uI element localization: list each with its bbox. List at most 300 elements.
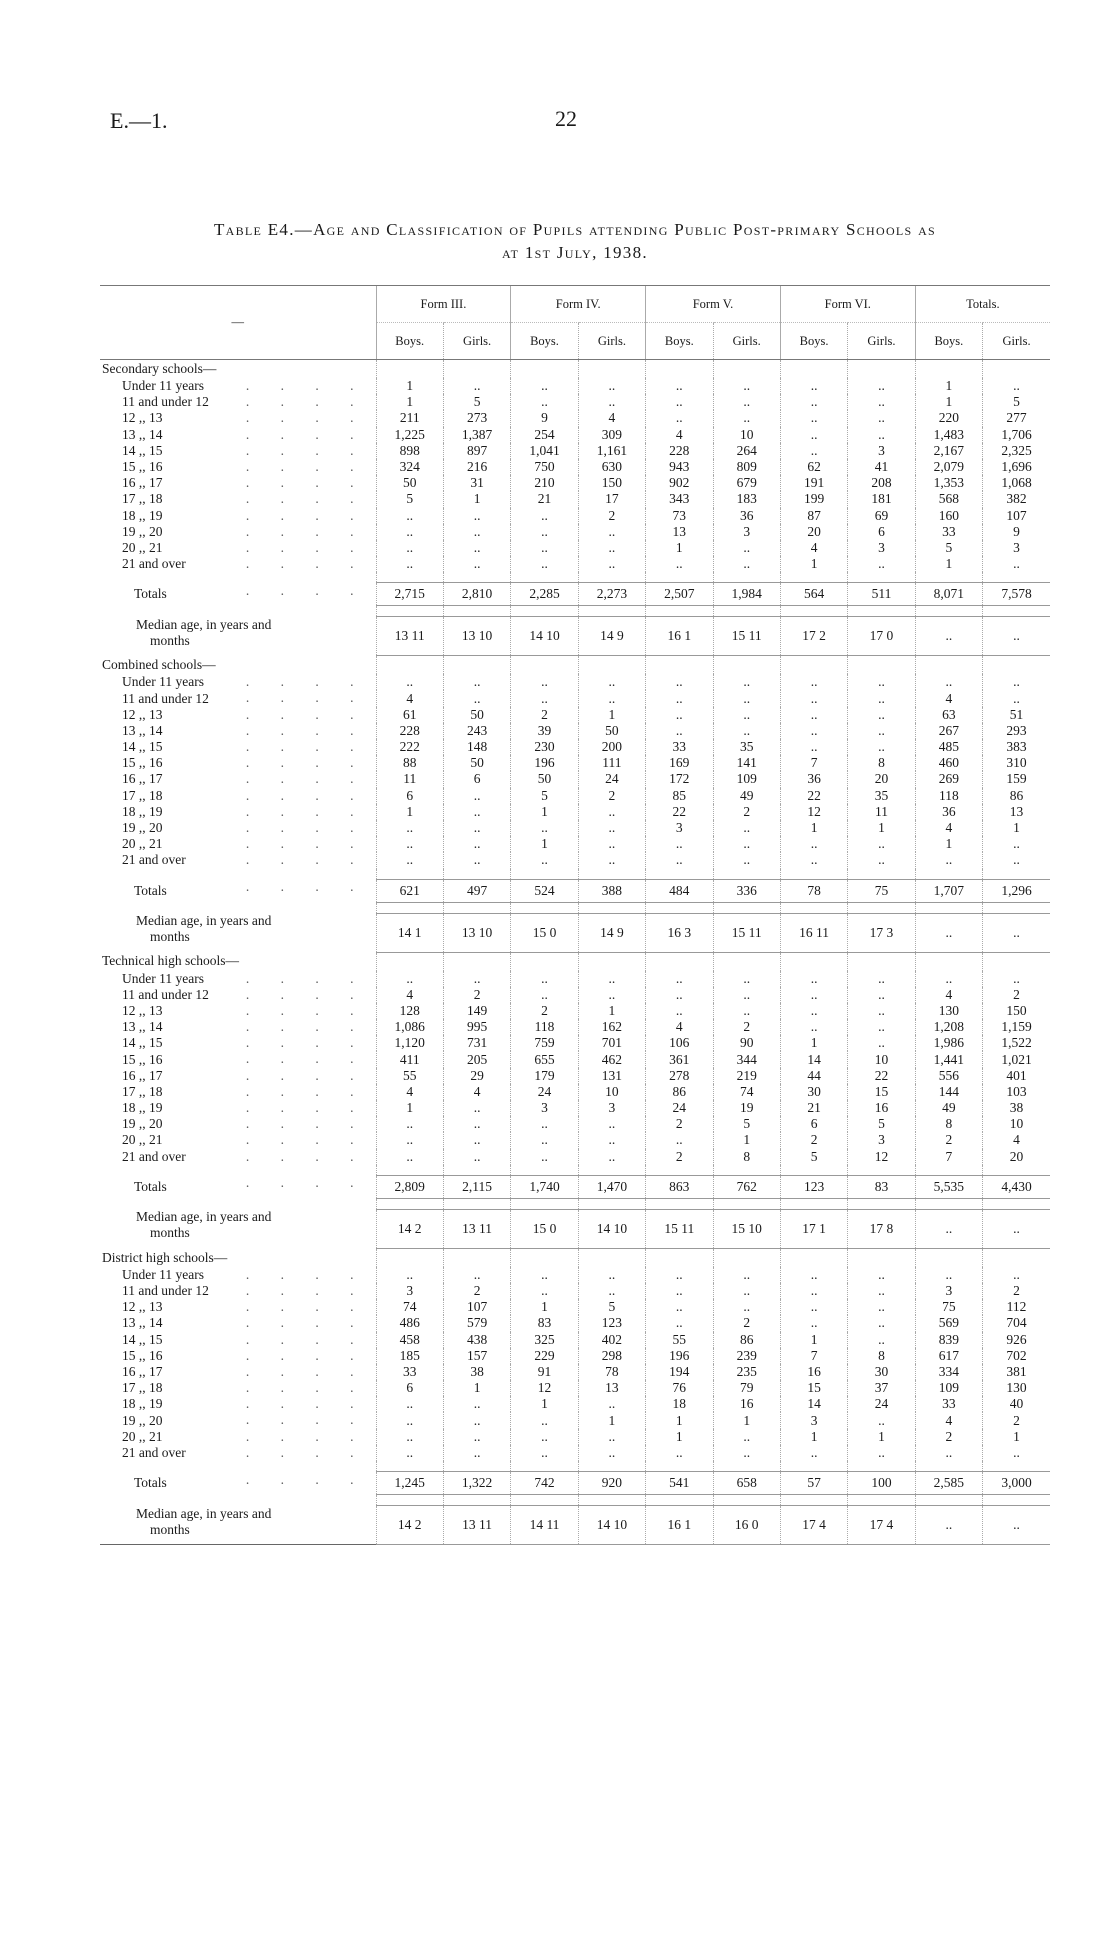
value-cell: 1,387 bbox=[443, 427, 510, 443]
empty-cell bbox=[780, 1495, 847, 1506]
leader-dots: . . . . bbox=[245, 1035, 368, 1051]
value-cell: 17 0 bbox=[848, 617, 915, 656]
value-cell: 702 bbox=[983, 1348, 1050, 1364]
value-cell: 1 bbox=[983, 820, 1050, 836]
section-heading-row bbox=[100, 360, 1050, 379]
value-cell: 3 bbox=[780, 1412, 847, 1428]
empty-cell bbox=[376, 1248, 443, 1267]
value-cell: 1 bbox=[376, 378, 443, 394]
leader-dots: . . . . bbox=[245, 1299, 368, 1315]
empty-cell bbox=[983, 606, 1050, 617]
value-cell: 87 bbox=[780, 508, 847, 524]
median-age-row bbox=[100, 617, 1050, 656]
age-row bbox=[100, 1019, 1050, 1035]
value-cell: .. bbox=[646, 410, 713, 426]
value-cell: 118 bbox=[511, 1019, 578, 1035]
value-cell: 107 bbox=[443, 1299, 510, 1315]
leader-dots: . . . . bbox=[245, 1132, 368, 1148]
age-row bbox=[100, 1299, 1050, 1315]
leader-dots: . . . . bbox=[245, 970, 368, 986]
age-row bbox=[100, 1445, 1050, 1461]
empty-cell bbox=[646, 1248, 713, 1267]
value-cell: .. bbox=[578, 674, 645, 690]
empty-cell bbox=[646, 952, 713, 971]
value-cell: .. bbox=[443, 971, 510, 987]
value-cell: 704 bbox=[983, 1315, 1050, 1331]
empty-cell bbox=[578, 1165, 645, 1176]
age-row-label-cell bbox=[100, 739, 376, 755]
value-cell: 181 bbox=[848, 491, 915, 507]
value-cell: .. bbox=[578, 1132, 645, 1148]
totals-label-cell bbox=[100, 879, 376, 902]
value-cell: .. bbox=[780, 1299, 847, 1315]
value-cell: 141 bbox=[713, 755, 780, 771]
section-heading: Secondary schools— bbox=[102, 361, 217, 376]
age-row bbox=[100, 1396, 1050, 1412]
totals-row bbox=[100, 583, 1050, 606]
value-cell: 1,159 bbox=[983, 1019, 1050, 1035]
value-cell: .. bbox=[713, 556, 780, 572]
empty-cell bbox=[915, 572, 982, 583]
value-cell: 130 bbox=[983, 1380, 1050, 1396]
spacer bbox=[100, 1198, 376, 1209]
age-row-label-cell bbox=[100, 443, 376, 459]
empty-cell bbox=[443, 1461, 510, 1472]
value-cell: 222 bbox=[376, 739, 443, 755]
value-cell: 69 bbox=[848, 508, 915, 524]
value-cell: 50 bbox=[443, 755, 510, 771]
value-cell: .. bbox=[848, 1035, 915, 1051]
leader-dots: . . . . bbox=[245, 722, 368, 738]
age-row bbox=[100, 1149, 1050, 1165]
median-age-row bbox=[100, 1506, 1050, 1545]
value-cell: .. bbox=[848, 1332, 915, 1348]
value-cell: .. bbox=[713, 1299, 780, 1315]
value-cell: 51 bbox=[983, 707, 1050, 723]
empty-cell bbox=[713, 606, 780, 617]
value-cell: 497 bbox=[443, 879, 510, 902]
age-row bbox=[100, 1068, 1050, 1084]
value-cell: 5 bbox=[511, 788, 578, 804]
value-cell: 75 bbox=[848, 879, 915, 902]
value-cell: 50 bbox=[578, 723, 645, 739]
leader-dots: . . . . bbox=[245, 819, 368, 835]
value-cell: 325 bbox=[511, 1332, 578, 1348]
value-cell: 264 bbox=[713, 443, 780, 459]
value-cell: 15 bbox=[848, 1084, 915, 1100]
value-cell: .. bbox=[848, 987, 915, 1003]
leader-dots: . . . . bbox=[245, 803, 368, 819]
sex-header: Girls. bbox=[443, 323, 510, 360]
age-row-label-cell bbox=[100, 475, 376, 491]
value-cell: 88 bbox=[376, 755, 443, 771]
value-cell: 10 bbox=[983, 1116, 1050, 1132]
age-row bbox=[100, 427, 1050, 443]
value-cell: .. bbox=[713, 836, 780, 852]
value-cell: 17 1 bbox=[780, 1209, 847, 1248]
empty-cell bbox=[780, 1248, 847, 1267]
value-cell: .. bbox=[915, 1209, 982, 1248]
value-cell: .. bbox=[915, 1267, 982, 1283]
age-label: 20 ,, 21 bbox=[122, 539, 163, 555]
value-cell: 194 bbox=[646, 1364, 713, 1380]
value-cell: 17 3 bbox=[848, 913, 915, 952]
value-cell: 1,021 bbox=[983, 1051, 1050, 1067]
header-row-forms bbox=[100, 286, 1050, 323]
empty-cell bbox=[578, 656, 645, 675]
age-row-label-cell bbox=[100, 1116, 376, 1132]
age-row bbox=[100, 707, 1050, 723]
value-cell: 16 11 bbox=[780, 913, 847, 952]
value-cell: 148 bbox=[443, 739, 510, 755]
value-cell: 5,535 bbox=[915, 1175, 982, 1198]
value-cell: .. bbox=[443, 1396, 510, 1412]
age-row bbox=[100, 852, 1050, 868]
value-cell: .. bbox=[578, 1445, 645, 1461]
table-title-line-2: at 1st July, 1938. bbox=[502, 243, 648, 262]
value-cell: .. bbox=[376, 1429, 443, 1445]
empty-cell bbox=[376, 952, 443, 971]
value-cell: .. bbox=[780, 410, 847, 426]
value-cell: 228 bbox=[376, 723, 443, 739]
value-cell: .. bbox=[646, 378, 713, 394]
value-cell: 75 bbox=[915, 1299, 982, 1315]
empty-cell bbox=[983, 1248, 1050, 1267]
value-cell: .. bbox=[713, 410, 780, 426]
value-cell: .. bbox=[578, 804, 645, 820]
totals-label-cell bbox=[100, 1175, 376, 1198]
value-cell: .. bbox=[848, 394, 915, 410]
value-cell: .. bbox=[578, 540, 645, 556]
value-cell: 2,809 bbox=[376, 1175, 443, 1198]
value-cell: 1,470 bbox=[578, 1175, 645, 1198]
value-cell: 36 bbox=[780, 771, 847, 787]
value-cell: 1 bbox=[578, 1003, 645, 1019]
value-cell: .. bbox=[780, 852, 847, 868]
value-cell: 11 bbox=[848, 804, 915, 820]
age-label: 13 ,, 14 bbox=[122, 1019, 163, 1035]
age-label: 16 ,, 17 bbox=[122, 1067, 163, 1083]
value-cell: .. bbox=[443, 836, 510, 852]
value-cell: .. bbox=[376, 1445, 443, 1461]
age-row bbox=[100, 1116, 1050, 1132]
value-cell: 12 bbox=[780, 804, 847, 820]
value-cell: .. bbox=[848, 1445, 915, 1461]
value-cell: 898 bbox=[376, 443, 443, 459]
leader-dots: . . . . bbox=[245, 394, 368, 410]
value-cell: 160 bbox=[915, 508, 982, 524]
value-cell: .. bbox=[511, 524, 578, 540]
value-cell: 1 bbox=[511, 804, 578, 820]
value-cell: 1 bbox=[848, 820, 915, 836]
value-cell: 4 bbox=[376, 987, 443, 1003]
empty-cell bbox=[578, 1495, 645, 1506]
empty-cell bbox=[511, 1461, 578, 1472]
value-cell: 33 bbox=[646, 739, 713, 755]
value-cell: 920 bbox=[578, 1472, 645, 1495]
value-cell: 1,696 bbox=[983, 459, 1050, 475]
value-cell: 83 bbox=[848, 1175, 915, 1198]
value-cell: 458 bbox=[376, 1332, 443, 1348]
value-cell: .. bbox=[848, 971, 915, 987]
value-cell: 7 bbox=[780, 755, 847, 771]
value-cell: 235 bbox=[713, 1364, 780, 1380]
leader-dots: . . . . bbox=[245, 458, 368, 474]
value-cell: 55 bbox=[646, 1332, 713, 1348]
value-cell: .. bbox=[443, 1100, 510, 1116]
empty-cell bbox=[376, 902, 443, 913]
median-label-cell bbox=[100, 1506, 376, 1545]
empty-cell bbox=[443, 572, 510, 583]
form-header: Form III. bbox=[376, 286, 511, 323]
empty-cell bbox=[376, 1165, 443, 1176]
value-cell: .. bbox=[848, 1019, 915, 1035]
value-cell: 14 1 bbox=[376, 913, 443, 952]
value-cell: 50 bbox=[443, 707, 510, 723]
value-cell: .. bbox=[578, 1283, 645, 1299]
value-cell: .. bbox=[983, 852, 1050, 868]
value-cell: .. bbox=[376, 852, 443, 868]
value-cell: 13 10 bbox=[443, 913, 510, 952]
empty-cell bbox=[646, 572, 713, 583]
sex-header: Boys. bbox=[780, 323, 847, 360]
value-cell: 40 bbox=[983, 1396, 1050, 1412]
value-cell: 8 bbox=[848, 755, 915, 771]
value-cell: .. bbox=[376, 1132, 443, 1148]
value-cell: 1 bbox=[780, 556, 847, 572]
value-cell: 2,585 bbox=[915, 1472, 982, 1495]
value-cell: .. bbox=[780, 1315, 847, 1331]
value-cell: .. bbox=[646, 1445, 713, 1461]
age-row-label-cell bbox=[100, 707, 376, 723]
value-cell: 16 1 bbox=[646, 617, 713, 656]
value-cell: 14 9 bbox=[578, 913, 645, 952]
value-cell: 6 bbox=[443, 771, 510, 787]
age-label: 20 ,, 21 bbox=[122, 1132, 163, 1148]
age-row-label-cell bbox=[100, 820, 376, 836]
value-cell: 18 bbox=[646, 1396, 713, 1412]
value-cell: 17 2 bbox=[780, 617, 847, 656]
age-label: 15 ,, 16 bbox=[122, 459, 163, 475]
value-cell: .. bbox=[713, 394, 780, 410]
value-cell: 3 bbox=[848, 540, 915, 556]
value-cell: 485 bbox=[915, 739, 982, 755]
age-row-label-cell bbox=[100, 459, 376, 475]
value-cell: 1,353 bbox=[915, 475, 982, 491]
value-cell: 2 bbox=[983, 987, 1050, 1003]
value-cell: .. bbox=[578, 1149, 645, 1165]
value-cell: 3 bbox=[915, 1283, 982, 1299]
value-cell: 863 bbox=[646, 1175, 713, 1198]
value-cell: 2 bbox=[915, 1132, 982, 1148]
age-row bbox=[100, 723, 1050, 739]
value-cell: 4 bbox=[646, 1019, 713, 1035]
age-label: 19 ,, 20 bbox=[122, 523, 163, 539]
value-cell: .. bbox=[511, 1267, 578, 1283]
totals-label-cell bbox=[100, 1472, 376, 1495]
age-row bbox=[100, 394, 1050, 410]
value-cell: 14 bbox=[780, 1396, 847, 1412]
empty-cell bbox=[646, 656, 713, 675]
empty-cell bbox=[511, 1165, 578, 1176]
sex-header: Boys. bbox=[915, 323, 982, 360]
value-cell: 200 bbox=[578, 739, 645, 755]
value-cell: 1,522 bbox=[983, 1035, 1050, 1051]
value-cell: 382 bbox=[983, 491, 1050, 507]
age-row bbox=[100, 674, 1050, 690]
empty-cell bbox=[443, 606, 510, 617]
value-cell: .. bbox=[915, 617, 982, 656]
value-cell: 24 bbox=[578, 771, 645, 787]
value-cell: 402 bbox=[578, 1332, 645, 1348]
age-row bbox=[100, 491, 1050, 507]
empty-cell bbox=[915, 606, 982, 617]
table-title bbox=[100, 218, 1050, 264]
median-age-row bbox=[100, 1209, 1050, 1248]
value-cell: 381 bbox=[983, 1364, 1050, 1380]
value-cell: .. bbox=[646, 690, 713, 706]
value-cell: 112 bbox=[983, 1299, 1050, 1315]
age-label: 12 ,, 13 bbox=[122, 410, 163, 426]
value-cell: 438 bbox=[443, 1332, 510, 1348]
value-cell: 14 10 bbox=[511, 617, 578, 656]
value-cell: 73 bbox=[646, 508, 713, 524]
value-cell: 1 bbox=[578, 1412, 645, 1428]
empty-cell bbox=[780, 1165, 847, 1176]
value-cell: 334 bbox=[915, 1364, 982, 1380]
empty-cell bbox=[376, 869, 443, 880]
value-cell: 183 bbox=[713, 491, 780, 507]
value-cell: 1 bbox=[443, 491, 510, 507]
value-cell: .. bbox=[780, 1283, 847, 1299]
value-cell: 2,167 bbox=[915, 443, 982, 459]
value-cell: .. bbox=[376, 508, 443, 524]
value-cell: .. bbox=[848, 1412, 915, 1428]
value-cell: 3 bbox=[376, 1283, 443, 1299]
value-cell: 90 bbox=[713, 1035, 780, 1051]
value-cell: 401 bbox=[983, 1068, 1050, 1084]
value-cell: .. bbox=[443, 1412, 510, 1428]
value-cell: 278 bbox=[646, 1068, 713, 1084]
value-cell: 1,245 bbox=[376, 1472, 443, 1495]
value-cell: 995 bbox=[443, 1019, 510, 1035]
form-header: Totals. bbox=[915, 286, 1050, 323]
value-cell: 5 bbox=[713, 1116, 780, 1132]
value-cell: 2 bbox=[511, 707, 578, 723]
value-cell: 30 bbox=[848, 1364, 915, 1380]
value-cell: 13 11 bbox=[376, 617, 443, 656]
age-row-label-cell bbox=[100, 1100, 376, 1116]
value-cell: .. bbox=[376, 524, 443, 540]
age-label: 12 ,, 13 bbox=[122, 1299, 163, 1315]
value-cell: 20 bbox=[848, 771, 915, 787]
value-cell: 30 bbox=[780, 1084, 847, 1100]
value-cell: .. bbox=[646, 971, 713, 987]
value-cell: 37 bbox=[848, 1380, 915, 1396]
value-cell: 14 9 bbox=[578, 617, 645, 656]
value-cell: 49 bbox=[713, 788, 780, 804]
value-cell: 20 bbox=[780, 524, 847, 540]
value-cell: 1 bbox=[915, 378, 982, 394]
value-cell: 5 bbox=[983, 394, 1050, 410]
section-heading: Combined schools— bbox=[102, 657, 216, 672]
empty-cell bbox=[780, 606, 847, 617]
empty-cell bbox=[780, 360, 847, 379]
value-cell: .. bbox=[848, 1283, 915, 1299]
empty-cell bbox=[848, 606, 915, 617]
value-cell: 2,715 bbox=[376, 583, 443, 606]
value-cell: .. bbox=[646, 836, 713, 852]
empty-cell bbox=[780, 952, 847, 971]
value-cell: 277 bbox=[983, 410, 1050, 426]
age-row bbox=[100, 540, 1050, 556]
age-label: Under 11 years bbox=[122, 378, 204, 394]
value-cell: 310 bbox=[983, 755, 1050, 771]
value-cell: 701 bbox=[578, 1035, 645, 1051]
value-cell: .. bbox=[646, 852, 713, 868]
leader-dots: . . . . bbox=[245, 1051, 368, 1067]
value-cell: 14 bbox=[780, 1051, 847, 1067]
empty-cell bbox=[713, 902, 780, 913]
value-cell: .. bbox=[848, 556, 915, 572]
spacer-row bbox=[100, 1198, 1050, 1209]
empty-cell bbox=[646, 360, 713, 379]
value-cell: .. bbox=[713, 540, 780, 556]
value-cell: .. bbox=[713, 723, 780, 739]
value-cell: .. bbox=[915, 852, 982, 868]
value-cell: .. bbox=[578, 1267, 645, 1283]
value-cell: 3 bbox=[578, 1100, 645, 1116]
value-cell: 809 bbox=[713, 459, 780, 475]
value-cell: .. bbox=[915, 1506, 982, 1545]
value-cell: 44 bbox=[780, 1068, 847, 1084]
value-cell: 2 bbox=[443, 987, 510, 1003]
empty-cell bbox=[511, 1198, 578, 1209]
value-cell: 17 bbox=[578, 491, 645, 507]
value-cell: .. bbox=[376, 1412, 443, 1428]
age-label: 19 ,, 20 bbox=[122, 1412, 163, 1428]
median-label bbox=[102, 1209, 336, 1241]
value-cell: 902 bbox=[646, 475, 713, 491]
value-cell: .. bbox=[511, 852, 578, 868]
value-cell: .. bbox=[848, 410, 915, 426]
leader-dots: . . . . bbox=[245, 1002, 368, 1018]
empty-cell bbox=[646, 869, 713, 880]
value-cell: .. bbox=[578, 852, 645, 868]
leader-dots: . . . . bbox=[245, 1315, 368, 1331]
value-cell: 4 bbox=[376, 1084, 443, 1100]
empty-cell bbox=[915, 1461, 982, 1472]
value-cell: 6 bbox=[376, 1380, 443, 1396]
totals-label: Totals bbox=[134, 882, 167, 898]
value-cell: 383 bbox=[983, 739, 1050, 755]
median-label-line-1: Median age, in years and bbox=[136, 913, 272, 928]
value-cell: 196 bbox=[646, 1348, 713, 1364]
form-header: Form VI. bbox=[780, 286, 915, 323]
empty-cell bbox=[578, 902, 645, 913]
value-cell: .. bbox=[848, 378, 915, 394]
value-cell: 78 bbox=[578, 1364, 645, 1380]
age-row bbox=[100, 475, 1050, 491]
value-cell: .. bbox=[511, 1412, 578, 1428]
age-row bbox=[100, 987, 1050, 1003]
value-cell: 9 bbox=[983, 524, 1050, 540]
empty-cell bbox=[848, 1248, 915, 1267]
empty-cell bbox=[713, 952, 780, 971]
spacer-row bbox=[100, 1165, 1050, 1176]
value-cell: 8,071 bbox=[915, 583, 982, 606]
empty-cell bbox=[376, 1198, 443, 1209]
